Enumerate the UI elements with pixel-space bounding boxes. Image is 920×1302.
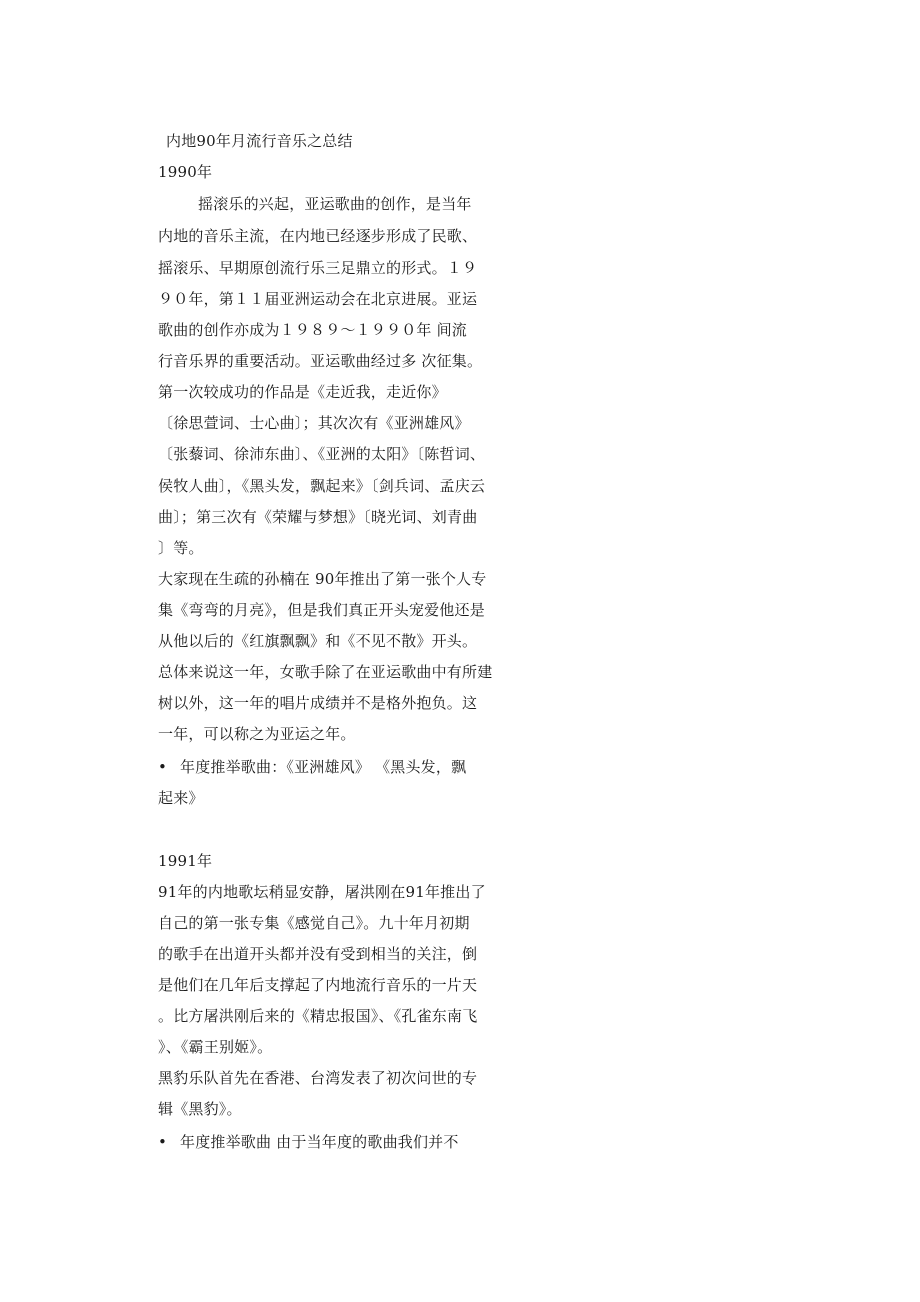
bullet-item [158,1132,459,1152]
paragraph-line: 黑豹乐队首先在香港、台湾发表了初次问世的专 [158,1069,478,1087]
paragraph-line: 》、《霸王别姬》。 [158,1038,273,1056]
paragraph-line: 从他以后的《红旗飘飘》和《不见不散》开头。 [158,632,478,650]
paragraph-line: 〔徐思萱词、士心曲〕；其次次有《亚洲雄风》 [158,414,470,432]
paragraph-line: 自己的第一张专集《感觉自己》。九十年月初期 [158,914,470,932]
paragraph-line: 〕等。 [158,539,204,557]
bullet-dot: • [158,758,168,776]
bullet-dot: • [158,1133,168,1151]
bullet-continuation: 起来》 [158,789,204,807]
paragraph-line: 集《弯弯的月亮》，但是我们真正开头宠爱他还是 [158,601,485,619]
paragraph-line: 侯牧人曲〕，《黑头发，飘起来》〔剑兵词、孟庆云 [158,477,486,495]
paragraph-line: 大家现在生疏的孙楠在 90年推出了第一张个人专 [158,570,487,588]
paragraph-line: 摇滚乐的兴起，亚运歌曲的创作，是当年 [198,195,472,213]
paragraph-line: 的歌手在出道开头都并没有受到相当的关注，倒 [158,945,478,963]
paragraph-line: 总体来说这一年，女歌手除了在亚运歌曲中有所建 [158,663,493,681]
bullet-text: 年度推举歌曲：《亚洲雄风》 《黑头发，飘 [180,758,467,776]
document-title: 内地90年月流行音乐之总结 [166,132,353,150]
paragraph-line: 摇滚乐、早期原创流行乐三足鼎立的形式。１９ [158,259,478,277]
paragraph-line: 内地的音乐主流，在内地已经逐步形成了民歌、 [158,227,478,245]
paragraph-line: 是他们在几年后支撑起了内地流行音乐的一片天 [158,976,478,994]
paragraph-line: 第一次较成功的作品是《走近我，走近你》 [158,383,447,401]
heading-1991: 1991年 [158,852,213,870]
heading-1990: 1990年 [158,163,213,181]
paragraph-line: 曲〕；第三次有《荣耀与梦想》〔晓光词、刘青曲 [158,508,478,526]
bullet-item [158,757,466,777]
paragraph-line: 歌曲的创作亦成为１９８９～１９９０年 间流 [158,321,467,339]
paragraph-line: 行音乐界的重要活动。亚运歌曲经过多 次征集。 [158,352,483,370]
paragraph-line: 辑《黑豹》。 [158,1100,242,1118]
paragraph-line: ９０年，第１１届亚洲运动会在北京进展。亚运 [158,290,478,308]
paragraph-line: 树以外，这一年的唱片成绩并不是格外抱负。这 [158,694,478,712]
bullet-text: 年度推举歌曲 由于当年度的歌曲我们并不 [180,1133,459,1151]
paragraph-line: 一年，可以称之为亚运之年。 [158,725,356,743]
paragraph-line: 。比方屠洪刚后来的《精忠报国》、《孔雀东南飞 [158,1007,478,1025]
paragraph-line: 〔张藜词、徐沛东曲〕、《亚洲的太阳》〔陈哲词、 [158,445,486,463]
paragraph-line: 91年的内地歌坛稍显安静，屠洪刚在91年推出了 [158,883,486,901]
